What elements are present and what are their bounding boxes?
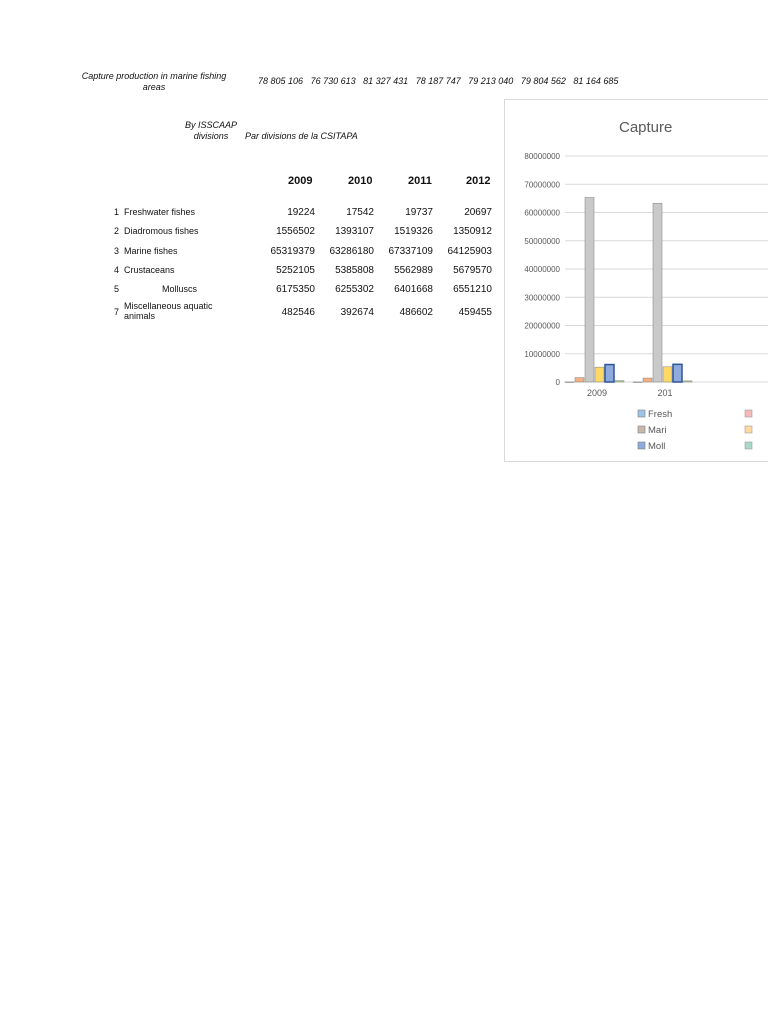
legend-swatch [638,442,645,449]
legend-swatch [745,426,752,433]
legend-swatch [638,410,645,417]
y-tick-label: 70000000 [524,180,560,190]
row-name: Crustaceans [124,265,175,275]
chart-bar [653,203,662,382]
chart-bar [565,382,574,383]
capture-chart [505,100,768,461]
legend-swatch [745,442,752,449]
legend-swatch [638,426,645,433]
chart-bar [595,367,604,382]
table-cell: 5385808 [335,265,374,276]
y-tick-label: 80000000 [524,152,560,161]
table-cell: 17542 [346,207,374,218]
capture-production-value: 78 187 747 [415,76,461,86]
legend-label: Moll [648,441,666,452]
row-number: 3 [114,246,120,256]
row-name: Molluscs [162,284,198,294]
table-cell: 1393107 [335,226,374,237]
capture-production-values [258,76,623,88]
table-cell: 19224 [287,207,315,218]
table-cell: 6255302 [335,284,374,295]
y-tick-label: 60000000 [524,208,560,218]
chart-bar [663,367,672,382]
row-number: 4 [114,265,120,275]
legend-label: Fresh [648,409,673,420]
by-isscaap-label: By ISSCAAP divisions [184,120,238,141]
legend-label: Mari [648,425,667,436]
y-tick-label: 50000000 [524,236,560,246]
row-number: 5 [114,284,120,294]
y-tick-label: 10000000 [524,349,560,359]
table-cell: 1519326 [394,226,433,237]
year-header: 2011 [408,175,432,187]
row-name: Diadromous fishes [124,226,199,236]
y-tick-label: 30000000 [524,293,560,303]
table-cell: 6401668 [394,284,433,295]
table-cell: 6551210 [453,284,492,295]
y-tick-label: 40000000 [524,265,560,274]
capture-production-value: 76 730 613 [310,76,356,86]
chart-bar [605,365,614,382]
table-cell: 65319379 [270,246,315,257]
table-cell: 5252105 [276,265,315,276]
chart-bar [615,381,624,382]
chart-bar [585,197,594,382]
table-cell: 63286180 [329,246,374,257]
chart-bar [673,364,682,382]
chart-container[interactable] [504,99,768,462]
year-header: 2012 [466,175,491,187]
y-tick-label: 0 [555,378,560,387]
table-cell: 392674 [340,307,374,318]
table-cell: 5562989 [394,265,433,276]
year-header: 2010 [348,175,373,187]
table-cell: 64125903 [447,246,492,257]
chart-title: Capture [619,119,673,136]
row-number: 1 [114,207,120,217]
capture-production-value: 79 213 040 [468,76,514,86]
capture-production-value: 79 804 562 [520,76,566,86]
chart-bar [633,382,642,383]
row-name: Marine fishes [124,246,178,256]
table-cell: 486602 [399,307,433,318]
chart-bar [683,381,692,382]
capture-production-value: 81 327 431 [363,76,409,86]
x-tick-label: 201 [657,388,673,398]
chart-bar [643,378,652,382]
table-cell: 1556502 [276,226,315,237]
table-cell: 1350912 [453,226,492,237]
table-cell: 5679570 [453,265,492,276]
legend-swatch [745,410,752,417]
table-cell: 67337109 [388,246,433,257]
row-name: Freshwater fishes [124,207,196,217]
table-cell: 459455 [458,307,492,318]
y-tick-label: 20000000 [524,321,560,331]
capture-production-value: 81 164 685 [573,76,619,86]
row-name: Miscellaneous aquatic animals [124,301,213,321]
capture-production-value: 78 805 106 [258,76,304,86]
row-number: 7 [114,307,120,317]
capture-production-title: Capture production in marine fishing areas [81,71,227,92]
chart-bar [575,378,584,382]
table-cell: 19737 [405,207,433,218]
table-cell: 20697 [464,207,492,218]
x-tick-label: 2009 [586,388,608,398]
par-divisions-label: Par divisions de la CSITAPA [245,131,358,141]
row-number: 2 [114,226,120,236]
table-cell: 482546 [281,307,315,318]
year-header: 2009 [288,175,313,187]
table-cell: 6175350 [276,284,315,295]
